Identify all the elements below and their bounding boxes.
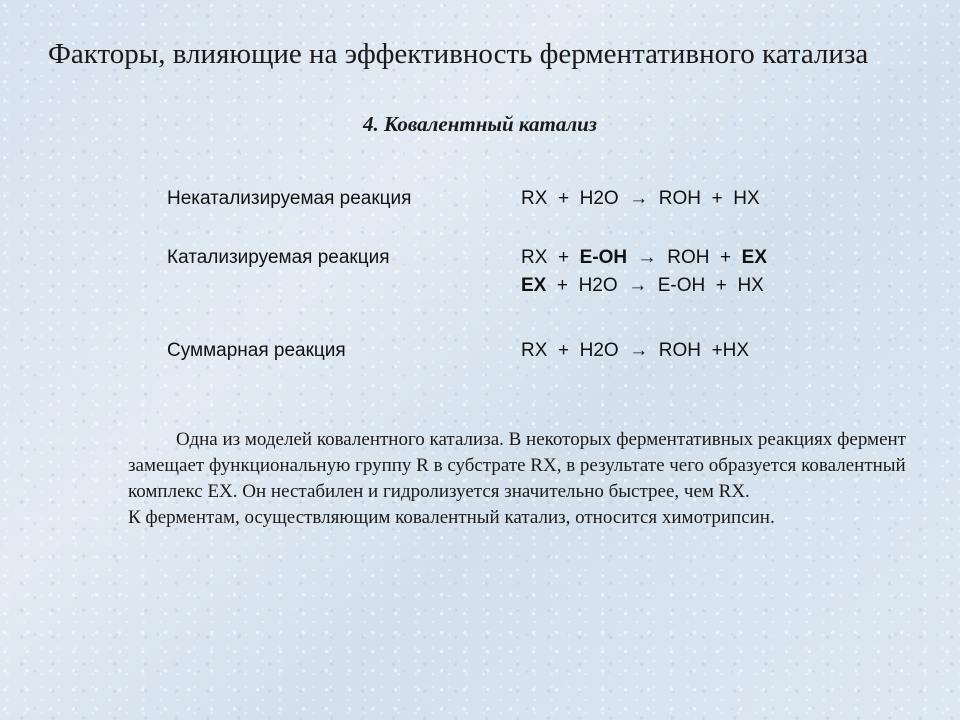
catalyzed-reaction-equation-step2 <box>521 272 764 300</box>
overall-reaction-equation <box>521 337 749 365</box>
overall-reaction-label: Суммарная реакция <box>167 340 346 361</box>
equation-term: RX + H2O → ROH +HX <box>521 340 750 361</box>
equation-bold-term: EX <box>521 275 547 296</box>
equation-term: → ROH + <box>627 247 742 268</box>
catalyzed-reaction-equation-step1 <box>521 244 767 272</box>
uncatalyzed-reaction-equation <box>521 185 760 213</box>
equation-bold-term: EX <box>741 247 768 268</box>
uncatalyzed-reaction-label: Некатализируемая реакция <box>167 188 412 209</box>
equation-term: RX + H2O → ROH + HX <box>521 188 760 209</box>
description-paragraph: Одна из моделей ковалентного катализа. В некоторых ферментативных реакциях фермент замещает функциональную группу R в субстрате RX, в результате чего образуется ковалентный комплекс EX. Он нестабилен и гидролизуется значительно быстрее, чем RX. <box>128 429 906 502</box>
equation-term: + H2O → E-OH + HX <box>546 275 764 296</box>
slide-title: Факторы, влияющие на эффективность ферментативного катализа <box>48 38 869 70</box>
equation-term: RX + <box>521 247 580 268</box>
equation-bold-term: E-OH <box>579 247 628 268</box>
description-paragraph: К ферментам, осуществляющим ковалентный катализ, относится химотрипсин. <box>128 507 775 528</box>
description-text <box>128 427 908 531</box>
section-heading: 4. Ковалентный катализ <box>362 112 598 136</box>
catalyzed-reaction-label: Катализируемая реакция <box>167 247 390 268</box>
